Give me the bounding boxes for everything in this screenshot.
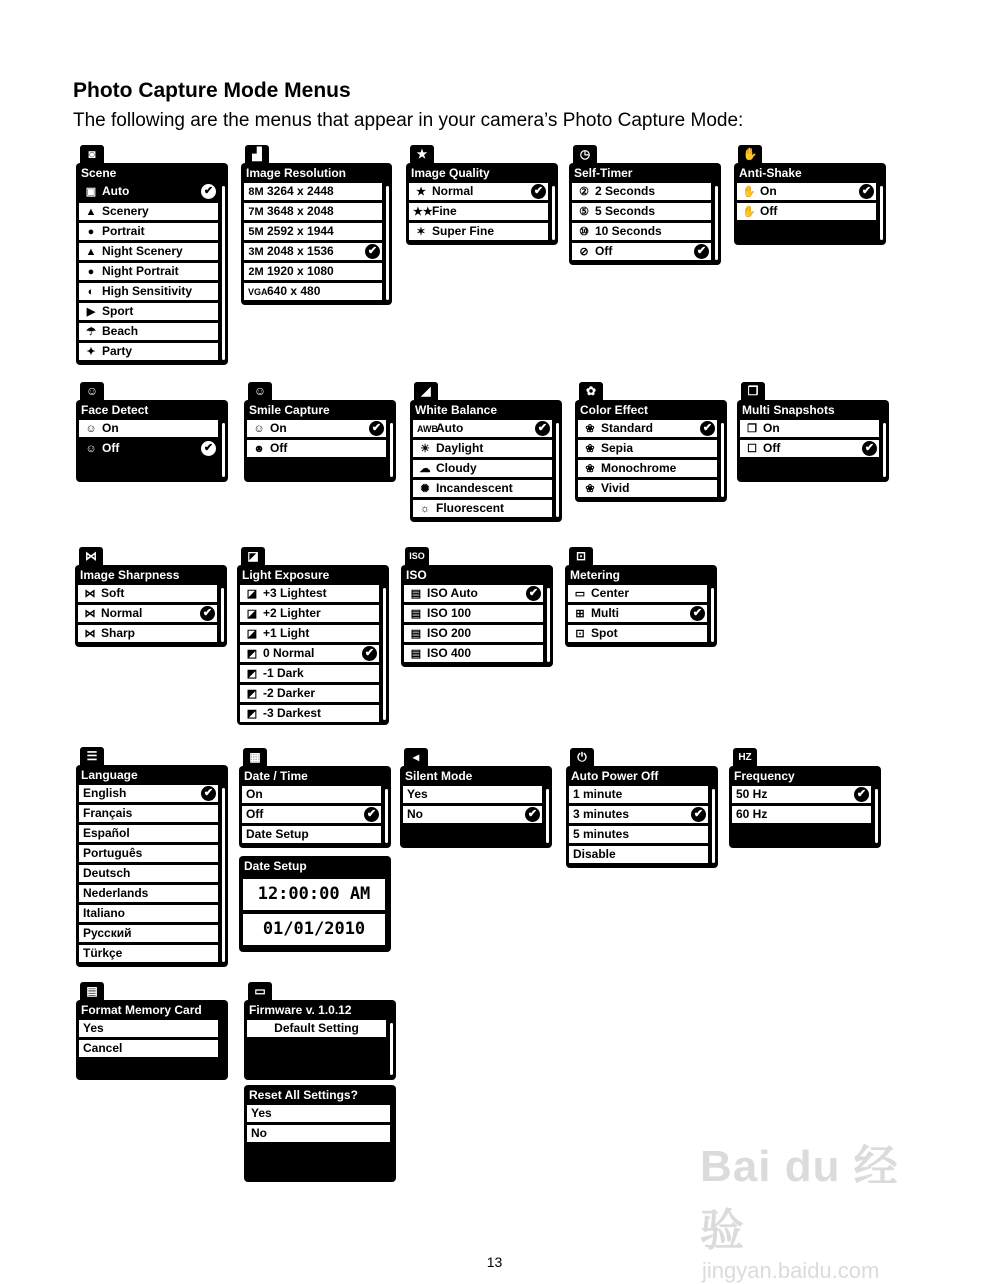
menu-title: Frequency <box>734 769 795 783</box>
soft-icon: ⋈ <box>84 588 96 600</box>
scrollbar[interactable] <box>385 789 388 843</box>
list-item[interactable]: 3 minutes ✔ <box>569 806 708 823</box>
light-exposure-menu <box>237 549 389 725</box>
timer-5s-icon: ⑤ <box>579 206 589 218</box>
list-item[interactable]: ☂ Beach <box>79 323 218 340</box>
hand-off-icon: ✋ <box>742 206 756 218</box>
list-item[interactable]: ✋ On ✔ <box>737 183 876 200</box>
single-frame-icon: ☐ <box>747 443 757 455</box>
check-circle-icon: ✔ <box>531 184 546 199</box>
list-item[interactable]: ❀ Monochrome <box>578 460 717 477</box>
list-item[interactable]: No ✔ <box>403 806 542 823</box>
menu-title: Self-Timer <box>574 166 633 180</box>
smile-tab-icon: ☺ <box>248 382 272 401</box>
list-item[interactable]: ◪ +2 Lighter <box>240 605 379 622</box>
list-item[interactable]: ❀ Vivid <box>578 480 717 497</box>
face-detect-menu <box>76 384 228 482</box>
list-item[interactable]: ◩ -1 Dark <box>240 665 379 682</box>
watermark-url: jingyan.baidu.com <box>702 1258 880 1283</box>
vga-badge-icon: VGA <box>248 287 268 297</box>
smile-off-icon: ☻ <box>253 443 265 455</box>
scrollbar[interactable] <box>721 423 724 497</box>
list-item[interactable]: Français <box>79 805 218 822</box>
check-circle-icon: ✔ <box>362 646 377 661</box>
list-item[interactable]: ⋈ Sharp <box>78 625 217 642</box>
auto-icon: ▣ <box>85 186 97 198</box>
list-item[interactable]: Español <box>79 825 218 842</box>
face-icon: ☺ <box>85 423 97 435</box>
list-item[interactable]: Português <box>79 845 218 862</box>
iso-menu <box>401 551 553 667</box>
page-number: 13 <box>486 1254 503 1270</box>
list-item[interactable]: ▭ Center <box>568 585 707 602</box>
menu-title: ISO <box>406 568 427 582</box>
menu-title: Color Effect <box>580 403 649 417</box>
two-stars-icon: ★★ <box>413 206 433 218</box>
check-circle-icon: ✔ <box>364 807 379 822</box>
color-tab-icon: ✿ <box>579 382 603 401</box>
white-balance-menu <box>410 384 562 522</box>
scenery-icon: ▲ <box>85 206 97 218</box>
timer-off-icon: ⊘ <box>579 246 589 258</box>
list-item[interactable]: ▤ ISO 200 <box>404 625 543 642</box>
check-circle-icon: ✔ <box>690 606 705 621</box>
check-circle-icon: ✔ <box>201 184 216 199</box>
exposure-tab-icon: ◪ <box>241 547 265 566</box>
list-item[interactable]: ● Portrait <box>79 223 218 240</box>
list-item[interactable]: 7M 3648 x 2048 <box>244 203 382 220</box>
date-time-menu <box>239 750 391 848</box>
intro-text: The following are the menus that appear in your camera’s Photo Capture Mode: <box>73 110 744 131</box>
list-item[interactable]: Русский <box>79 925 218 942</box>
list-item[interactable]: ▤ ISO 400 <box>404 645 543 662</box>
menu-title: White Balance <box>415 403 498 417</box>
list-item[interactable]: ⊘ Off ✔ <box>572 243 711 260</box>
list-item[interactable]: ▲ Scenery <box>79 203 218 220</box>
list-item[interactable]: ⊡ Spot <box>568 625 707 642</box>
scrollbar[interactable] <box>547 588 550 662</box>
scrollbar[interactable] <box>390 423 393 477</box>
firmware-tab-icon: ▭ <box>248 982 272 1001</box>
scrollbar[interactable] <box>222 423 225 477</box>
list-item[interactable]: Nederlands <box>79 885 218 902</box>
list-item[interactable]: 50 Hz ✔ <box>732 786 871 803</box>
center-meter-icon: ▭ <box>574 588 586 600</box>
scrollbar[interactable] <box>390 1023 393 1075</box>
check-circle-icon: ✔ <box>200 606 215 621</box>
list-item[interactable]: Yes <box>403 786 542 803</box>
list-item[interactable]: ❀ Standard ✔ <box>578 420 717 437</box>
list-item[interactable]: Disable <box>569 846 708 863</box>
list-item[interactable]: ☀ Daylight <box>413 440 552 457</box>
list-item[interactable]: ▲ Night Scenery <box>79 243 218 260</box>
image-resolution-menu <box>241 147 392 305</box>
scrollbar[interactable] <box>222 186 225 360</box>
date-time-tab-icon: ▦ <box>243 748 267 767</box>
menu-title: Language <box>81 768 138 782</box>
menu-title: Image Resolution <box>246 166 347 180</box>
list-item[interactable]: Date Setup <box>242 826 381 843</box>
metering-menu <box>565 549 717 647</box>
sun-icon: ☀ <box>420 443 430 455</box>
face-off-icon: ☺ <box>85 443 97 455</box>
iso-400-icon: ▤ <box>410 648 422 660</box>
scrollbar[interactable] <box>715 186 718 260</box>
resolution-tab-icon: ▟ <box>245 145 269 164</box>
check-circle-icon: ✔ <box>365 244 380 259</box>
menu-title: Smile Capture <box>249 403 330 417</box>
menu-title: Silent Mode <box>405 769 473 783</box>
iso-200-icon: ▤ <box>410 628 422 640</box>
cloud-icon: ☁ <box>419 463 431 475</box>
list-item[interactable]: ☺ Off ✔ <box>79 440 218 457</box>
list-item[interactable]: 5M 2592 x 1944 <box>244 223 382 240</box>
default-setting-item[interactable]: Default Setting <box>247 1020 386 1037</box>
self-timer-menu <box>569 147 721 265</box>
awb-badge-icon: AWB <box>417 424 438 434</box>
timer-tab-icon: ◷ <box>573 145 597 164</box>
scrollbar[interactable] <box>711 588 714 642</box>
list-item[interactable]: ☐ Off ✔ <box>740 440 879 457</box>
frequency-menu <box>729 752 881 848</box>
multi-snapshots-menu <box>737 384 889 482</box>
list-item[interactable]: ⋈ Normal ✔ <box>78 605 217 622</box>
list-item[interactable]: Yes <box>247 1105 390 1122</box>
menu-title: Metering <box>570 568 621 582</box>
check-circle-icon: ✔ <box>526 586 541 601</box>
menu-title: Reset All Settings? <box>249 1088 358 1102</box>
date-setup-menu <box>239 856 391 952</box>
list-item[interactable]: Italiano <box>79 905 218 922</box>
list-item[interactable]: ✦ Party <box>79 343 218 360</box>
portrait-icon: ● <box>87 226 95 238</box>
scrollbar[interactable] <box>546 789 549 843</box>
list-item[interactable]: On <box>242 786 381 803</box>
page-heading: Photo Capture Mode Menus <box>73 79 351 102</box>
list-item[interactable]: ▶ Sport <box>79 303 218 320</box>
menu-title: Light Exposure <box>242 568 330 582</box>
list-item[interactable]: ⋈ Soft <box>78 585 217 602</box>
list-item[interactable]: 3M 2048 x 1536 ✔ <box>244 243 382 260</box>
power-tab-icon: ⏻ <box>570 748 594 767</box>
check-circle-icon: ✔ <box>525 807 540 822</box>
iso-tab-icon: ISO <box>405 547 429 566</box>
check-circle-icon: ✔ <box>369 421 384 436</box>
exposure-normal-icon: ◩ <box>246 648 258 660</box>
format-memory-card-menu <box>76 984 228 1080</box>
smile-icon: ☺ <box>253 423 265 435</box>
menu-title: Anti-Shake <box>739 166 802 180</box>
list-item[interactable]: ☻ Off <box>247 440 386 457</box>
list-item[interactable]: ◩ 0 Normal ✔ <box>240 645 379 662</box>
list-item[interactable]: ★ Normal ✔ <box>409 183 548 200</box>
vivid-icon: ❀ <box>585 483 595 495</box>
3m-badge-icon: 3M <box>248 246 264 258</box>
scrollbar[interactable] <box>875 789 878 843</box>
list-item[interactable]: 2M 1920 x 1080 <box>244 263 382 280</box>
list-item[interactable]: ◪ +3 Lightest <box>240 585 379 602</box>
sharp-icon: ⋈ <box>84 628 96 640</box>
list-item[interactable]: ▣ Auto ✔ <box>79 183 218 200</box>
list-item[interactable]: ☺ On ✔ <box>247 420 386 437</box>
list-item[interactable]: ❀ Sepia <box>578 440 717 457</box>
list-item[interactable]: ◪ +1 Light <box>240 625 379 642</box>
2m-badge-icon: 2M <box>248 266 264 278</box>
normal-sharpness-icon: ⋈ <box>84 608 96 620</box>
scrollbar[interactable] <box>712 789 715 863</box>
check-circle-icon: ✔ <box>201 786 216 801</box>
firmware-menu <box>244 984 396 1080</box>
exposure-minus3-icon: ◩ <box>246 708 258 720</box>
list-item[interactable]: 60 Hz <box>732 806 871 823</box>
scrollbar[interactable] <box>386 186 389 300</box>
beach-icon: ☂ <box>86 326 96 338</box>
menu-title: Image Quality <box>411 166 490 180</box>
list-item[interactable]: Türkçe <box>79 945 218 962</box>
list-item[interactable]: ⊞ Multi ✔ <box>568 605 707 622</box>
check-circle-icon: ✔ <box>859 184 874 199</box>
timer-2s-icon: ② <box>579 186 589 198</box>
image-sharpness-menu <box>75 549 227 647</box>
monochrome-icon: ❀ <box>585 463 595 475</box>
check-circle-icon: ✔ <box>691 807 706 822</box>
multi-snapshot-tab-icon: ❐ <box>741 382 765 401</box>
list-item[interactable]: ▤ ISO 100 <box>404 605 543 622</box>
sharpness-tab-icon: ⋈ <box>79 547 103 566</box>
menu-title: Multi Snapshots <box>742 403 835 417</box>
list-item[interactable]: ⑤ 5 Seconds <box>572 203 711 220</box>
check-circle-icon: ✔ <box>854 787 869 802</box>
list-item[interactable]: 8M 3264 x 2448 <box>244 183 382 200</box>
scrollbar[interactable] <box>556 423 559 517</box>
auto-power-off-menu <box>566 750 718 868</box>
list-item[interactable]: VGA640 x 480 <box>244 283 382 300</box>
speaker-tab-icon: ◂ <box>404 748 428 767</box>
exposure-plus2-icon: ◪ <box>246 608 258 620</box>
menu-title: Image Sharpness <box>80 568 180 582</box>
scene-menu <box>76 147 228 365</box>
iso-auto-icon: ▤ <box>410 588 422 600</box>
party-icon: ✦ <box>86 346 96 358</box>
list-item[interactable]: ☼ Fluorescent <box>413 500 552 517</box>
menu-title: Face Detect <box>81 403 149 417</box>
list-item[interactable]: 1 minute <box>569 786 708 803</box>
exposure-minus2-icon: ◩ <box>246 688 258 700</box>
sepia-icon: ❀ <box>585 443 595 455</box>
face-tab-icon: ☺ <box>80 382 104 401</box>
list-item[interactable]: Yes <box>79 1020 218 1037</box>
anti-shake-menu <box>734 147 886 245</box>
list-item[interactable]: ② 2 Seconds <box>572 183 711 200</box>
scrollbar[interactable] <box>880 186 883 240</box>
spot-meter-icon: ⊡ <box>575 628 585 640</box>
8m-badge-icon: 8M <box>248 186 264 198</box>
iso-100-icon: ▤ <box>410 608 422 620</box>
color-effect-menu <box>575 384 727 502</box>
list-item[interactable]: 5 minutes <box>569 826 708 843</box>
multi-frame-icon: ❐ <box>747 423 757 435</box>
scrollbar[interactable] <box>221 588 224 642</box>
menu-title: Date / Time <box>244 769 308 783</box>
menu-title: Auto Power Off <box>571 769 659 783</box>
exposure-plus1-icon: ◪ <box>246 628 258 640</box>
multi-meter-icon: ⊞ <box>575 608 585 620</box>
language-tab-icon: ☰ <box>80 747 104 766</box>
list-item[interactable]: ◩ -3 Darkest <box>240 705 379 722</box>
white-balance-tab-icon: ◢ <box>414 382 438 401</box>
scrollbar[interactable] <box>383 588 386 720</box>
language-menu <box>76 749 228 967</box>
exposure-plus3-icon: ◪ <box>246 588 258 600</box>
exposure-minus1-icon: ◩ <box>246 668 258 680</box>
metering-tab-icon: ⊡ <box>569 547 593 566</box>
silent-mode-menu <box>400 750 552 848</box>
list-item[interactable]: ✋ Off <box>737 203 876 220</box>
check-circle-icon: ✔ <box>201 441 216 456</box>
smile-capture-menu <box>244 384 396 482</box>
high-sensitivity-icon: ◐ <box>87 286 95 298</box>
check-circle-icon: ✔ <box>862 441 877 456</box>
7m-badge-icon: 7M <box>248 206 264 218</box>
list-item[interactable]: Deutsch <box>79 865 218 882</box>
list-item[interactable]: Cancel <box>79 1040 218 1057</box>
5m-badge-icon: 5M <box>248 226 264 238</box>
scrollbar[interactable] <box>883 423 886 477</box>
date-stepper[interactable]: 01/01/2010 <box>243 914 385 945</box>
time-stepper[interactable]: 12:00:00 AM <box>243 879 385 910</box>
menu-title: Scene <box>81 166 117 180</box>
watermark-brand: Bai du 经验 <box>700 1142 899 1255</box>
star-icon: ★ <box>416 186 426 198</box>
check-circle-icon: ✔ <box>694 244 709 259</box>
memory-card-tab-icon: ▤ <box>80 982 104 1001</box>
menu-title: Format Memory Card <box>81 1003 202 1017</box>
scrollbar[interactable] <box>222 788 225 962</box>
list-item[interactable]: English ✔ <box>79 785 218 802</box>
list-item[interactable]: ⑩ 10 Seconds <box>572 223 711 240</box>
list-item[interactable]: ✺ Incandescent <box>413 480 552 497</box>
bulb-icon: ✺ <box>420 483 430 495</box>
list-item[interactable]: Off ✔ <box>242 806 381 823</box>
anti-shake-tab-icon: ✋ <box>738 145 762 164</box>
sport-icon: ▶ <box>86 306 96 318</box>
image-quality-menu <box>406 147 558 245</box>
check-circle-icon: ✔ <box>535 421 550 436</box>
night-portrait-icon: ● <box>87 266 95 278</box>
frequency-tab-icon: HZ <box>733 748 757 767</box>
menu-title: Date Setup <box>244 859 307 873</box>
night-scenery-icon: ▲ <box>85 246 97 258</box>
reset-all-settings-menu <box>244 1085 396 1182</box>
list-item[interactable]: ▤ ISO Auto ✔ <box>404 585 543 602</box>
baidu-watermark <box>700 1130 930 1283</box>
list-item[interactable]: ◩ -2 Darker <box>240 685 379 702</box>
list-item[interactable]: ● Night Portrait <box>79 263 218 280</box>
three-stars-icon: ✶ <box>416 226 426 238</box>
list-item[interactable]: ❐ On <box>740 420 879 437</box>
list-item[interactable]: ★★Fine <box>409 203 548 220</box>
timer-10s-icon: ⑩ <box>579 226 589 238</box>
list-item[interactable]: ◐ High Sensitivity <box>79 283 218 300</box>
hand-icon: ✋ <box>742 186 756 198</box>
scene-tab-icon: ◙ <box>80 145 104 164</box>
quality-tab-icon: ★ <box>410 145 434 164</box>
check-circle-icon: ✔ <box>700 421 715 436</box>
fluorescent-icon: ☼ <box>419 503 431 515</box>
menu-title: Firmware v. 1.0.12 <box>249 1003 352 1017</box>
list-item[interactable]: ✶ Super Fine <box>409 223 548 240</box>
standard-icon: ❀ <box>585 423 595 435</box>
list-item[interactable]: ☁ Cloudy <box>413 460 552 477</box>
list-item[interactable]: ☺ On <box>79 420 218 437</box>
list-item[interactable]: No <box>247 1125 390 1142</box>
scrollbar[interactable] <box>552 186 555 240</box>
list-item[interactable]: AWBAuto ✔ <box>413 420 552 437</box>
